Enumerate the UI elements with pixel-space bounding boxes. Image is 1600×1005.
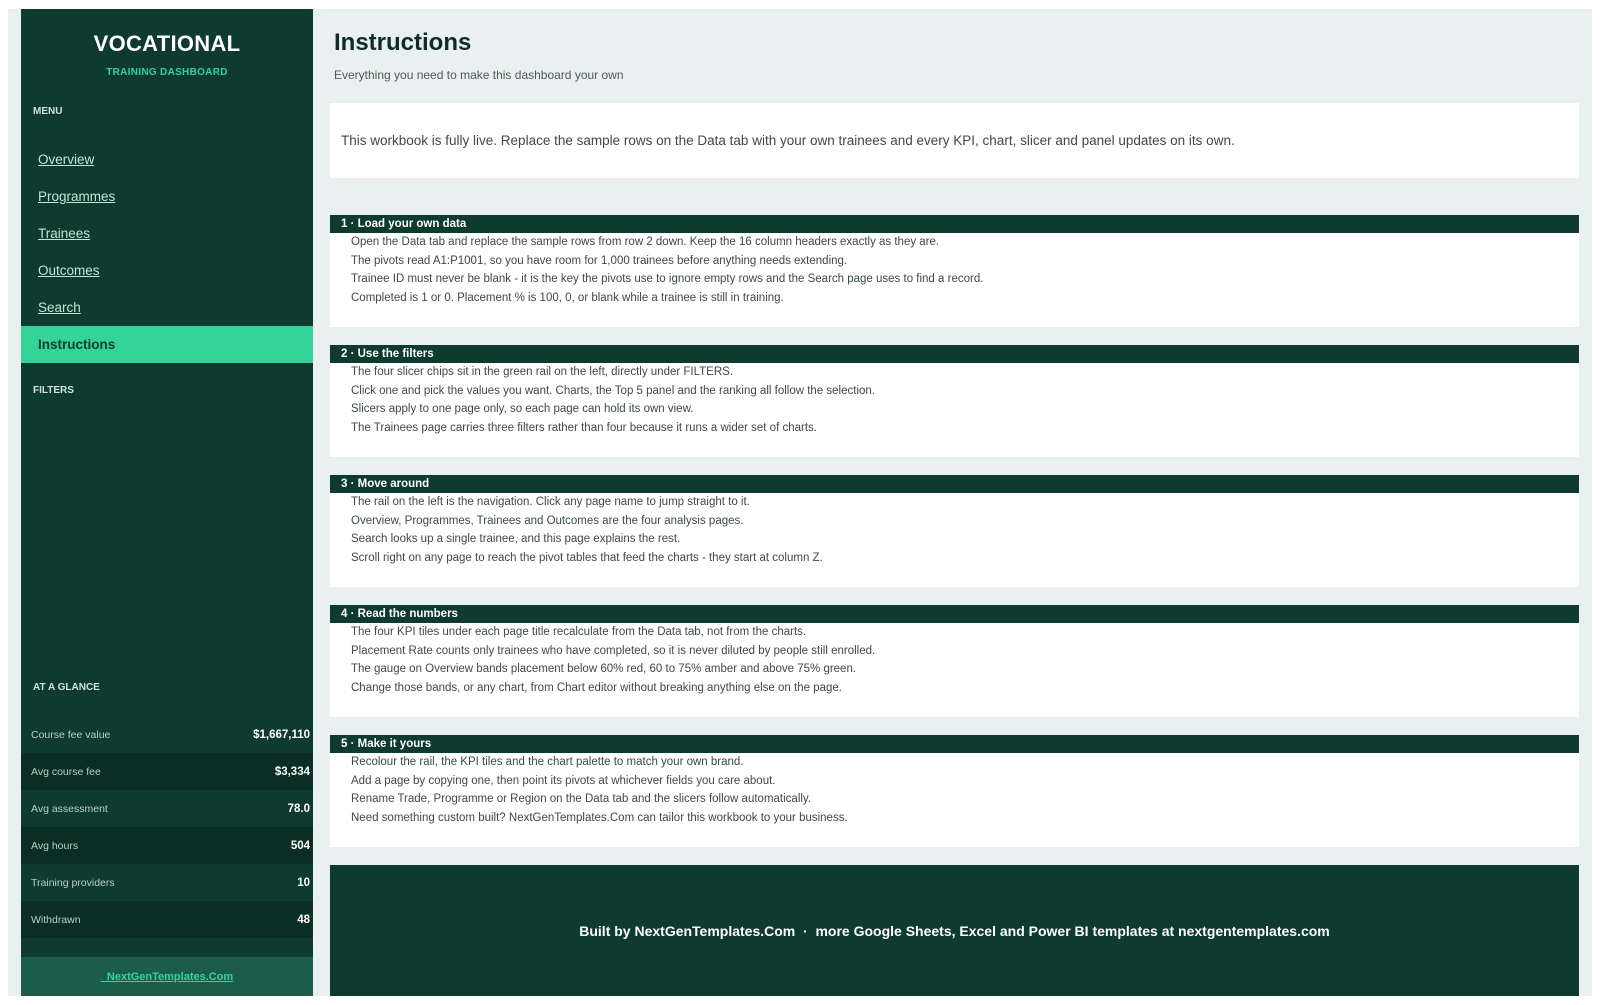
step-header: 2 · Use the filters — [330, 345, 1579, 363]
glance-row — [21, 753, 313, 790]
nav-item-programmes[interactable]: Programmes — [38, 189, 116, 204]
step-header: 5 · Make it yours — [330, 735, 1579, 753]
step-line: The pivots read A1:P1001, so you have room for 1,000 trainees before anything needs extending. — [351, 254, 848, 267]
glance-row — [21, 827, 313, 864]
glance-value: 504 — [290, 839, 310, 852]
intro-text: This workbook is fully live. Replace the sample rows on the Data tab with your own trainees and every KPI, chart, slicer and panel updates on its own. — [341, 133, 1235, 148]
glance-label: Course fee value — [31, 728, 111, 741]
intro-panel — [330, 103, 1579, 178]
glance-row — [21, 716, 313, 753]
step-header: 1 · Load your own data — [330, 215, 1579, 233]
step-header: 4 · Read the numbers — [330, 605, 1579, 623]
step-line: The four KPI tiles under each page title recalculate from the Data tab, not from the charts. — [351, 626, 807, 638]
step-line: Slicers apply to one page only, so each page can hold its own view. — [351, 403, 694, 416]
nav-item-trainees[interactable]: Trainees — [38, 226, 91, 241]
nextgentemplates-link[interactable]: _NextGenTemplates.Com — [100, 970, 234, 983]
step-line: Click one and pick the values you want. Charts, the Top 5 panel and the ranking all follow the selection. — [351, 384, 875, 397]
step-header: 3 · Move around — [330, 475, 1579, 493]
nav-item-overview[interactable]: Overview — [38, 152, 95, 167]
glance-label: Avg hours — [31, 839, 79, 852]
step-card-read-numbers — [330, 605, 1579, 717]
step-line: Completed is 1 or 0. Placement % is 100, 0, or blank while a trainee is still in training. — [351, 291, 784, 304]
glance-value: 78.0 — [287, 802, 310, 815]
step-line: Scroll right on any page to reach the pivot tables that feed the charts - they start at column Z. — [351, 551, 823, 564]
glance-value: 10 — [297, 876, 310, 889]
brand-subtitle: TRAINING DASHBOARD — [106, 67, 228, 78]
sidebar-footer — [21, 957, 313, 996]
step-line: Placement Rate counts only trainees who have completed, so it is never diluted by people still enrolled. — [351, 644, 876, 657]
glance-label: Avg course fee — [31, 765, 101, 778]
glance-label: Training providers — [31, 876, 115, 889]
at-a-glance-label: AT A GLANCE — [33, 682, 100, 693]
step-line: The Trainees page carries three filters rather than four because it runs a wider set of charts. — [351, 421, 817, 434]
step-line: Open the Data tab and replace the sample rows from row 2 down. Keep the 16 column headers exactly as they are. — [351, 236, 940, 248]
step-line: Add a page by copying one, then point its pivots at whichever fields you care about. — [351, 774, 776, 787]
step-card-use-filters — [330, 345, 1579, 457]
brand-title: VOCATIONAL — [93, 31, 241, 56]
glance-value: $3,334 — [274, 765, 310, 778]
step-line: The gauge on Overview bands placement below 60% red, 60 to 75% amber and above 75% green. — [351, 663, 857, 676]
glance-row — [21, 864, 313, 901]
page-title: Instructions — [334, 29, 472, 56]
footer-banner-text: Built by NextGenTemplates.Com · more Google Sheets, Excel and Power BI templates at nextgentemplates.com — [579, 922, 1330, 939]
step-card-load-data — [330, 215, 1579, 327]
step-line: Overview, Programmes, Trainees and Outcomes are the four analysis pages. — [351, 514, 744, 527]
nav-item-search[interactable]: Search — [38, 300, 81, 315]
glance-label: Withdrawn — [31, 913, 81, 926]
footer-banner — [330, 865, 1579, 996]
glance-label: Avg assessment — [31, 802, 108, 815]
step-line: Trainee ID must never be blank - it is the key the pivots use to ignore empty rows and the Search page uses to find a record. — [351, 273, 984, 286]
step-line: Change those bands, or any chart, from Chart editor without breaking anything else on the page. — [351, 681, 842, 694]
step-line: Recolour the rail, the KPI tiles and the chart palette to match your own brand. — [351, 756, 744, 768]
step-line: The rail on the left is the navigation. Click any page name to jump straight to it. — [351, 496, 750, 508]
nav-item-outcomes[interactable]: Outcomes — [38, 263, 100, 278]
step-line: Need something custom built? NextGenTemplates.Com can tailor this workbook to your business. — [351, 811, 848, 824]
glance-value: 48 — [297, 913, 310, 926]
step-line: Search looks up a single trainee, and this page explains the rest. — [351, 533, 681, 546]
menu-label: MENU — [33, 106, 63, 117]
sidebar — [21, 9, 313, 996]
step-line: The four slicer chips sit in the green rail on the left, directly under FILTERS. — [351, 366, 734, 378]
step-card-make-it-yours — [330, 735, 1579, 847]
nav-item-instructions[interactable]: Instructions — [21, 326, 313, 363]
step-line: Rename Trade, Programme or Region on the Data tab and the slicers follow automatically. — [351, 793, 812, 806]
filters-label: FILTERS — [33, 385, 74, 396]
glance-value: $1,667,110 — [253, 728, 310, 741]
step-card-move-around — [330, 475, 1579, 587]
glance-row — [21, 901, 313, 938]
glance-row — [21, 790, 313, 827]
page-subtitle: Everything you need to make this dashboard your own — [334, 68, 624, 82]
